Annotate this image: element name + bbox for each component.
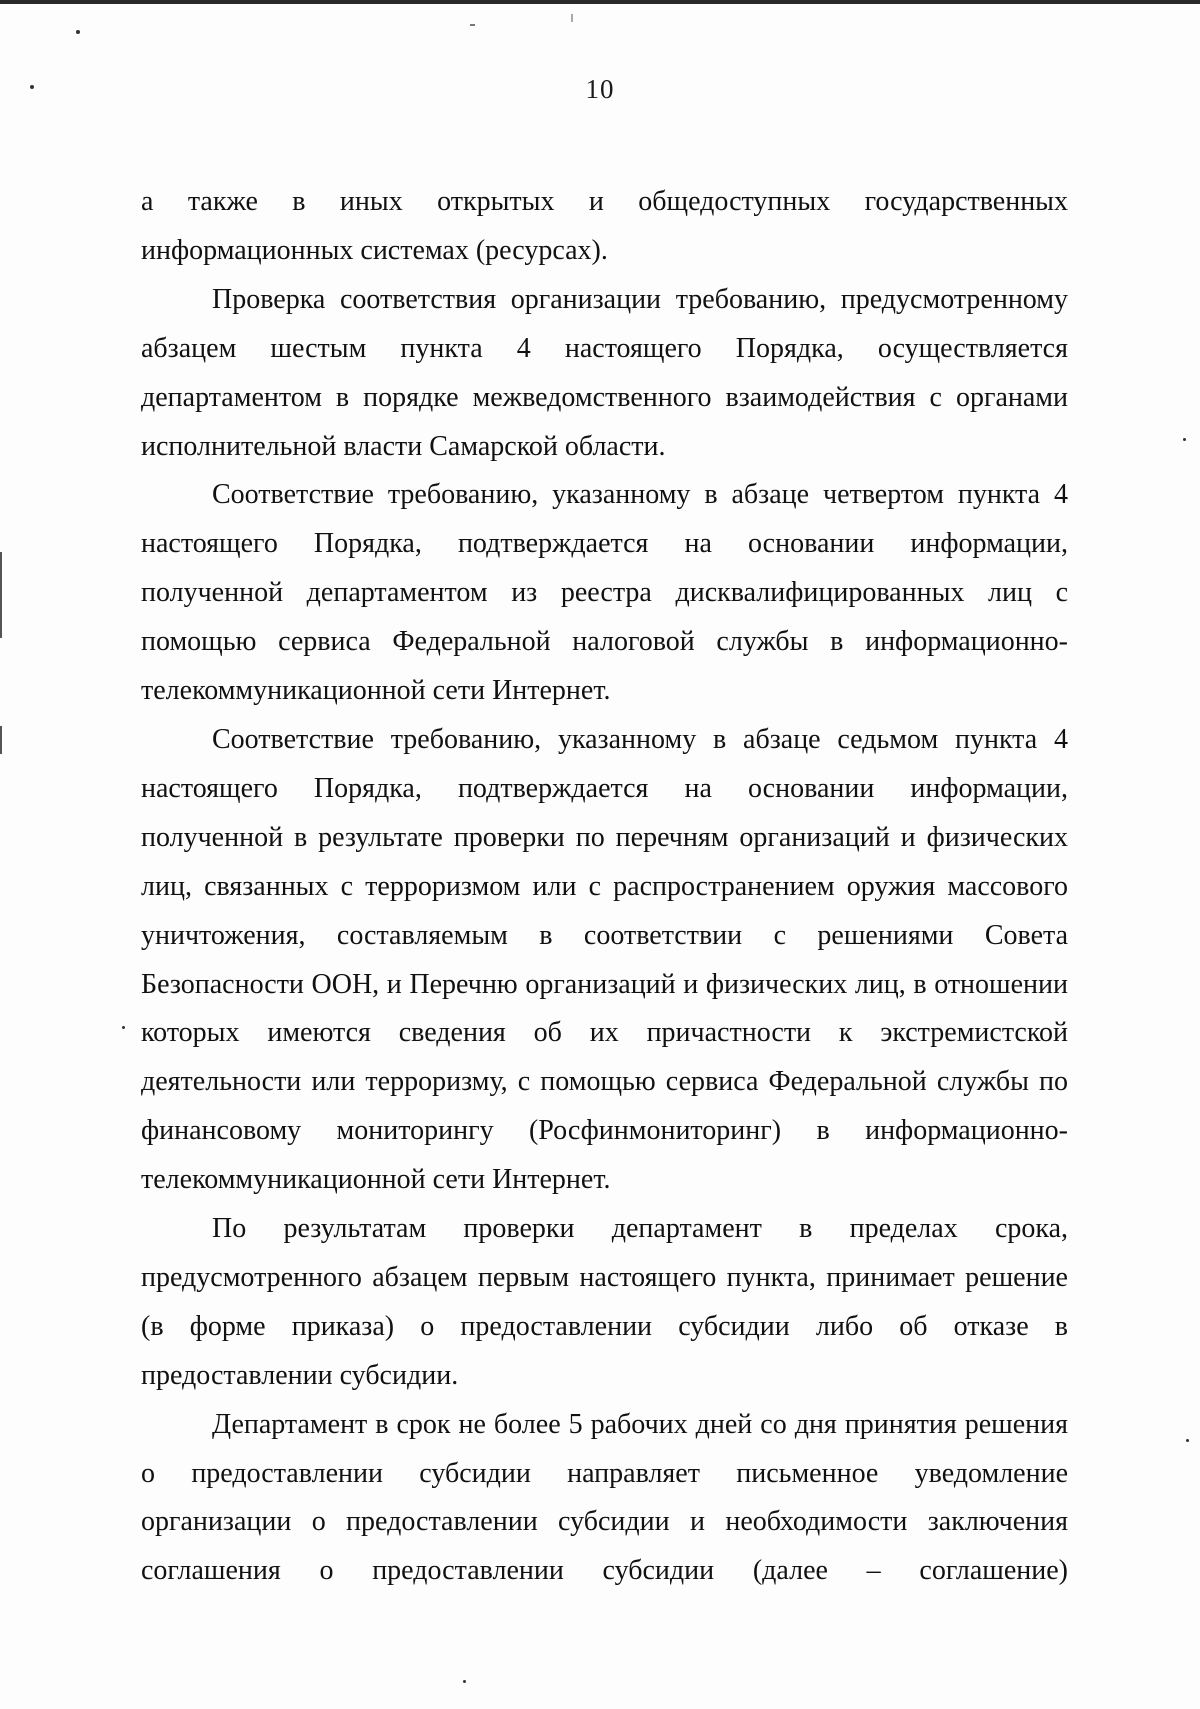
scan-speck bbox=[1183, 438, 1186, 441]
scan-speck bbox=[470, 24, 475, 26]
paragraph-continuation: а также в иных открытых и общедоступных государственных информационных системах (ресурсах). bbox=[141, 186, 1068, 266]
scan-margin-mark bbox=[0, 552, 2, 638]
document-body bbox=[141, 178, 1068, 1596]
paragraph-terrorism-check: Соответствие требованию, указанному в абзаце седьмом пункта 4 настоящего Порядка, подтверждается на основании информации, полученной в результате проверки по перечням организаций и физических лиц, связанных с терроризмом или с распространением оружия массового уничтожения, составляемым в соответствии с решениями Совета Безопасности ООН, и Перечню организаций и физических лиц, в отношении которых имеются сведения об их причастности к экстремистской деятельности или терроризму, с помощью сервиса Федеральной службы по финансовому мониторингу (Росфинмониторинг) в информационно-телекоммуникационной сети Интернет. bbox=[141, 723, 1068, 1196]
paragraph-interagency-check: Проверка соответствия организации требованию, предусмотренному абзацем шестым пункта 4 настоящего Порядка, осуществляется департаментом в порядке межведомственного взаимодействия с органами исполнительной власти Самарской области. bbox=[141, 283, 1068, 462]
scan-top-edge bbox=[0, 0, 1200, 4]
scan-speck bbox=[463, 1680, 466, 1683]
scan-speck bbox=[571, 14, 573, 22]
paragraph-notification: Департамент в срок не более 5 рабочих дней со дня принятия решения о предоставлении субсидии направляет письменное уведомление организации о предоставлении субсидии и необходимости заключения соглашения о предоставлении субсидии (далее – соглашение) bbox=[141, 1408, 1068, 1587]
paragraph-disqualified-check: Соответствие требованию, указанному в абзаце четвертом пункта 4 настоящего Порядка, подтверждается на основании информации, полученной департаментом из реестра дисквалифицированных лиц с помощью сервиса Федеральной налоговой службы в информационно-телекоммуникационной сети Интернет. bbox=[141, 479, 1068, 707]
scan-speck bbox=[76, 30, 80, 34]
scan-speck bbox=[1186, 1439, 1189, 1442]
scan-margin-mark bbox=[0, 726, 2, 754]
page-number: 10 bbox=[585, 74, 615, 104]
paragraph-decision: По результатам проверки департамент в пределах срока, предусмотренного абзацем первым настоящего пункта, принимает решение (в форме приказа) о предоставлении субсидии либо об отказе в предоставлении субсидии. bbox=[141, 1213, 1068, 1391]
scan-speck bbox=[122, 1026, 125, 1029]
